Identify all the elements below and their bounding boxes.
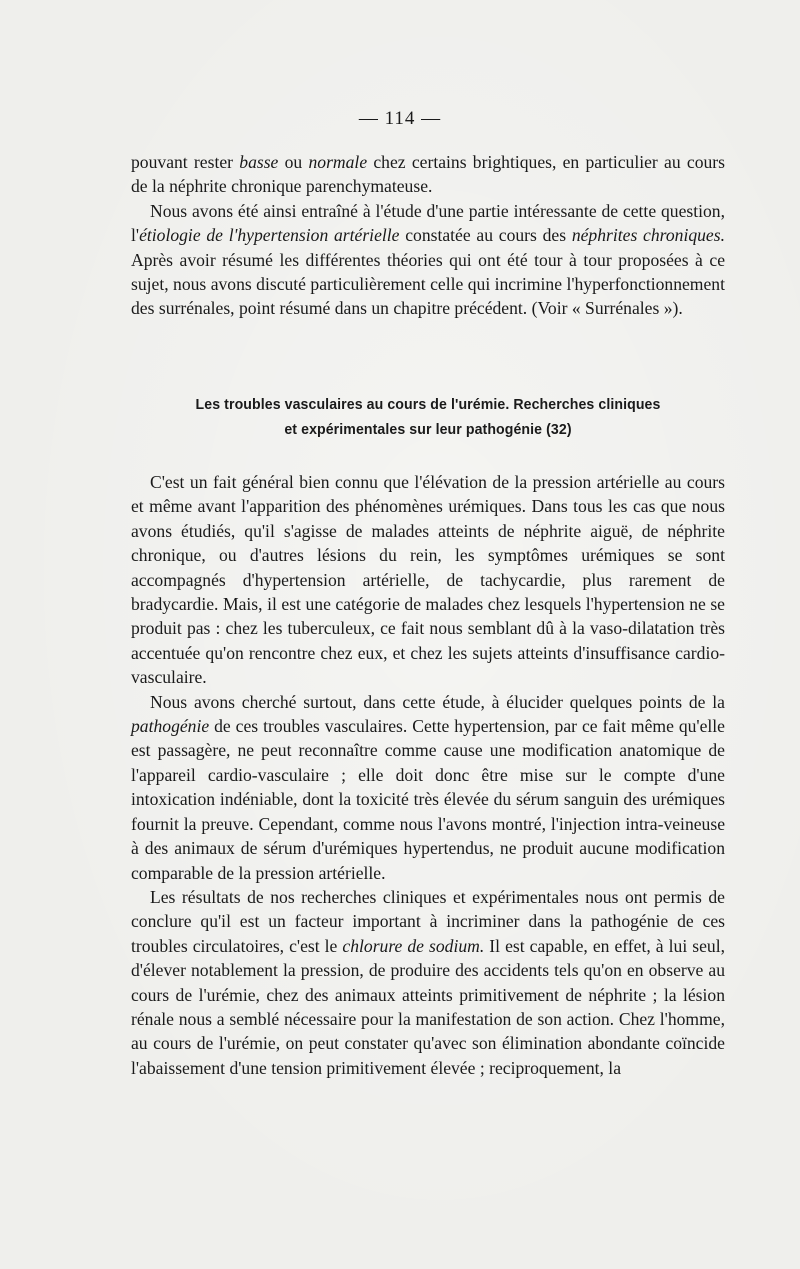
paragraph-continuation xyxy=(131,150,725,199)
paragraph xyxy=(131,199,725,321)
italic-run: néphrites chroniques. xyxy=(571,225,725,246)
page-number: — 114 — xyxy=(358,108,442,129)
text-run: de ces troubles vasculaires. Cette hypertension, par ce fait même qu'elle est passagère, ne peut reconnaître comme cause une modification anatomique de l'appareil cardio-vasculaire ; elle doit donc être mise sur le compte d'une intoxication indéniable, dont la toxicité très élevée du sérum sanguin des urémiques fournit la preuve. Cependant, comme nous l'avons montré, l'injection intra-veineuse à des animaux de sérum d'urémiques hypertendus, ne produit aucune modification comparable de la pression artérielle. xyxy=(131,716,725,883)
paragraph xyxy=(131,690,725,885)
text-run: chez certains brightiques, en particulier au cours de la néphrite chronique parenchymateuse. xyxy=(131,152,725,197)
text-run: Il est capable, en effet, à lui seul, d'élever notablement la pression, de produire des accidents tels qu'on en observe au cours de l'urémie, chez des animaux atteints primitivement de néphrite ; la lésion rénale nous a semblé nécessaire pour la manifestation de son action. Chez l'homme, au cours de l'urémie, on peut constater qu'avec son élimination abondante coïncide l'abaissement d'une tension primitivement élevée ; reciproquement, la xyxy=(131,935,725,1078)
text-run: ou xyxy=(278,152,309,172)
italic-run: étiologie de l'hypertension artérielle xyxy=(139,225,400,246)
section-heading xyxy=(152,392,704,442)
text-run: Après avoir résumé les différentes théories qui ont été tour à tour proposées à ce sujet, nous avons discuté particulièrement celle qui incrimine l'hyperfonctionnement des surrénales, point résumé dans un chapitre précédent. (Voir « Surrénales »). xyxy=(131,249,725,319)
text-run: Nous avons cherché surtout, dans cette étude, à élucider quelques points de la xyxy=(150,691,725,712)
italic-run: pathogénie xyxy=(131,716,210,737)
italic-run: basse xyxy=(239,152,279,172)
intro-text xyxy=(131,150,725,321)
text-run: pouvant rester xyxy=(131,152,240,172)
italic-run: chlorure de sodium. xyxy=(342,935,485,956)
italic-run: normale xyxy=(308,152,368,172)
text-run: Les résultats de nos recherches cliniques et expérimentales nous ont permis de conclure qu'il est un facteur important à incriminer dans la pathogénie de ces troubles circulatoires, c'est le xyxy=(131,886,725,956)
paragraph: C'est un fait général bien connu que l'élévation de la pression artérielle au cours et même avant l'apparition des phénomènes urémiques. Dans tous les cas que nous avons étudiés, qu'il s'agisse de malades atteints de néphrite aiguë, de néphrite chronique, ou d'autres lésions du rein, les symptômes urémiques se sont accompagnés d'hypertension artérielle, de tachycardie, plus rarement de bradycardie. Mais, il est une catégorie de malades chez lesquels l'hypertension ne se produit pas : chez les tuberculeux, ce fait nous semblant dû à la vaso-dilatation très accentuée qu'on rencontre chez eux, et chez les sujets atteints d'insuffisance cardio-vasculaire. xyxy=(131,472,725,688)
section-heading-line-1: Les troubles vasculaires au cours de l'urémie. Recherches cliniques xyxy=(195,396,661,413)
paragraph xyxy=(131,885,725,1080)
section-text xyxy=(131,470,725,1080)
text-run: constatée au cours des xyxy=(399,225,572,246)
section-heading-line-2: et expérimentales sur leur pathogénie (32) xyxy=(284,421,572,438)
text-run: Nous avons été ainsi entraîné à l'étude d'une partie intéressante de cette question, l' xyxy=(131,200,725,246)
